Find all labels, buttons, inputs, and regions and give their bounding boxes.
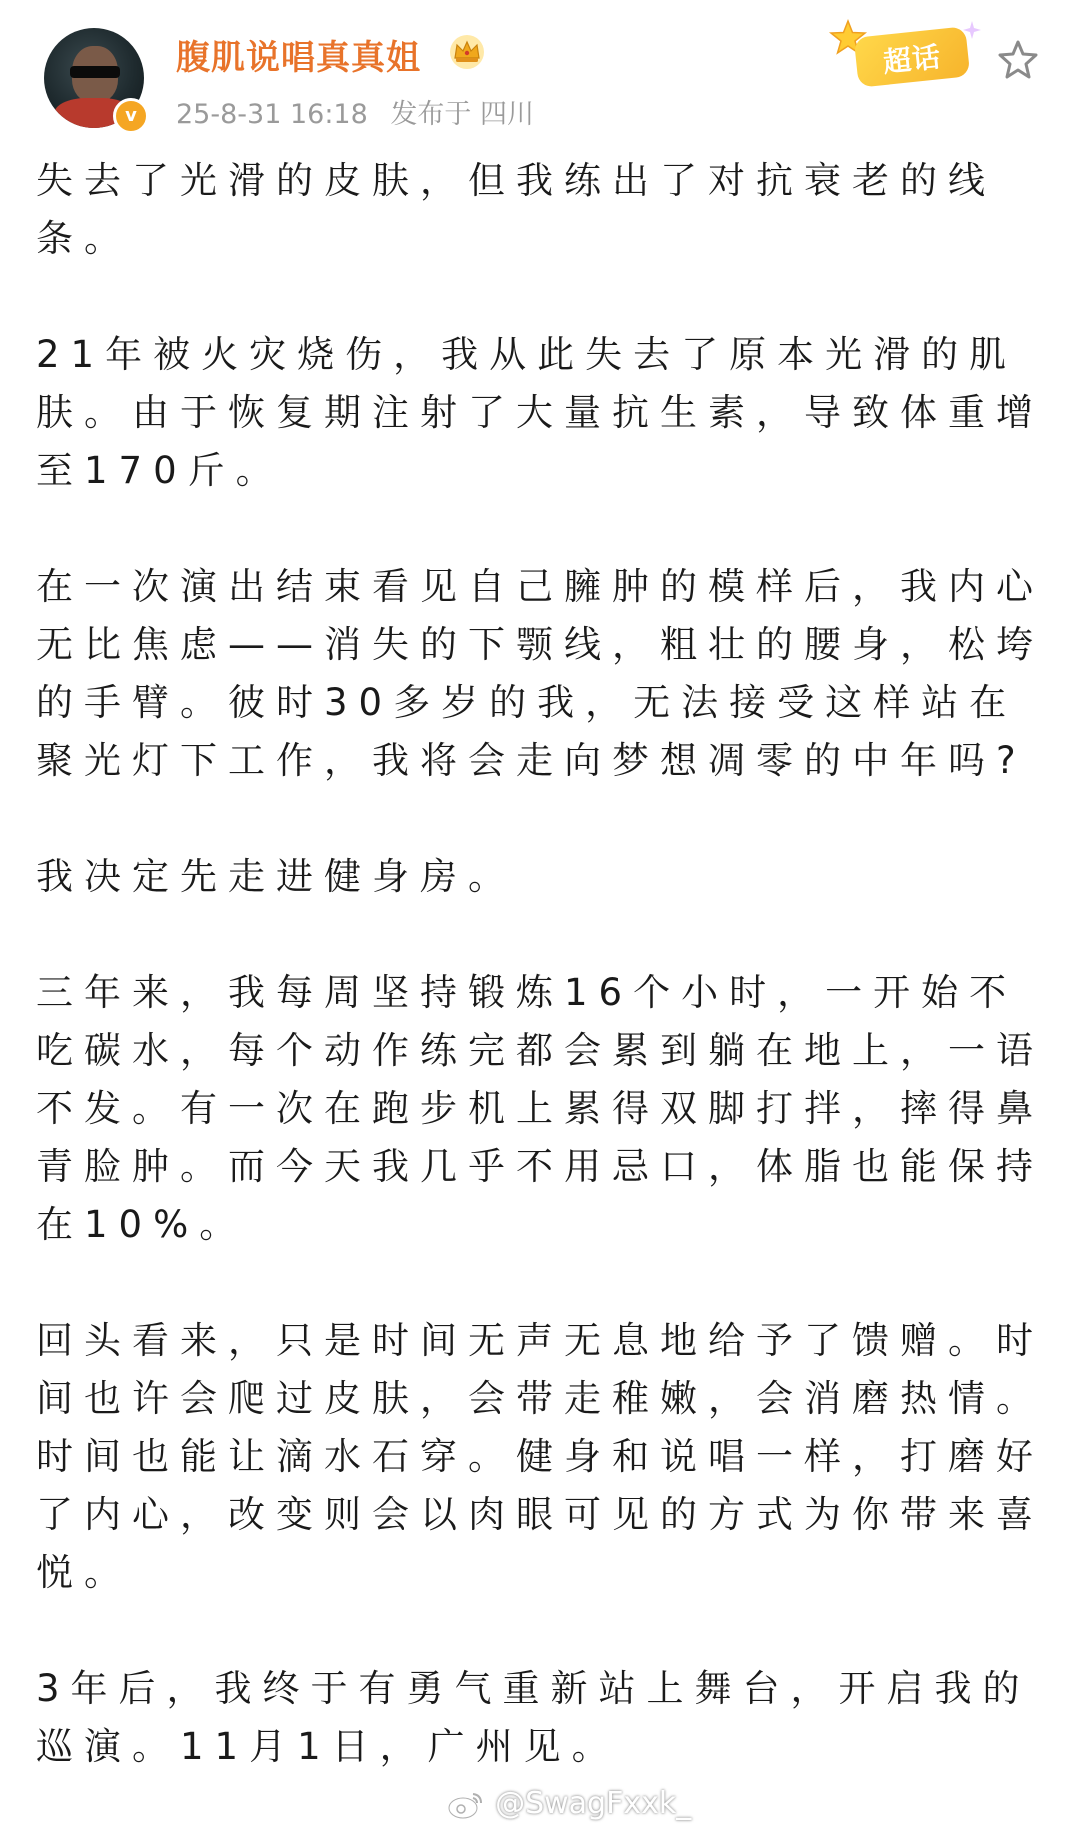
avatar-glasses bbox=[70, 66, 120, 78]
verified-icon: v bbox=[113, 98, 149, 134]
watermark bbox=[446, 1786, 691, 1826]
supertopic-button[interactable] bbox=[828, 18, 988, 90]
post-timestamp: 25-8-31 16:18 bbox=[176, 99, 368, 130]
weibo-logo-icon bbox=[446, 1788, 486, 1820]
post-content bbox=[36, 152, 1046, 1834]
post-paragraph: 我决定先走进健身房。 bbox=[36, 855, 516, 898]
published-prefix: 发布于 bbox=[390, 99, 472, 130]
crown-icon[interactable] bbox=[448, 34, 486, 70]
post-header bbox=[0, 0, 1080, 150]
post-paragraph: 在一次演出结束看见自己臃肿的模样后，我内心无比焦虑——消失的下颚线，粗壮的腰身，松垮的手臂。彼时30多岁的我，无法接受这样站在聚光灯下工作，我将会走向梦想凋零的中年吗? bbox=[36, 565, 1044, 782]
post-paragraph: 失去了光滑的皮肤，但我练出了对抗衰老的线条。 bbox=[36, 159, 996, 260]
sparkle-icon bbox=[962, 20, 982, 40]
username[interactable]: 腹肌说唱真真姐 bbox=[176, 38, 421, 78]
watermark-text: @SwagFxxk_ bbox=[495, 1786, 692, 1821]
post-paragraph: 三年来，我每周坚持锻炼16个小时，一开始不吃碳水，每个动作练完都会累到躺在地上，一语不发。有一次在跑步机上累得双脚打拌，摔得鼻青脸肿。而今天我几乎不用忌口，体脂也能保持在10%。 bbox=[36, 971, 1044, 1246]
supertopic-label: 超话 bbox=[881, 40, 943, 79]
post-paragraph: 21年被火灾烧伤，我从此失去了原本光滑的肌肤。由于恢复期注射了大量抗生素，导致体重增至170斤。 bbox=[36, 333, 1044, 492]
post-meta bbox=[176, 92, 534, 131]
star-outline-icon[interactable] bbox=[996, 38, 1040, 82]
post-paragraph: 3年后，我终于有勇气重新站上舞台，开启我的巡演。11月1日，广州见。 bbox=[36, 1667, 1031, 1768]
post-location: 四川 bbox=[479, 99, 534, 130]
post-paragraph: 回头看来，只是时间无声无息地给予了馈赠。时间也许会爬过皮肤，会带走稚嫩，会消磨热情。时间也能让滴水石穿。健身和说唱一样，打磨好了内心，改变则会以肉眼可见的方式为你带来喜悦。 bbox=[36, 1319, 1044, 1594]
